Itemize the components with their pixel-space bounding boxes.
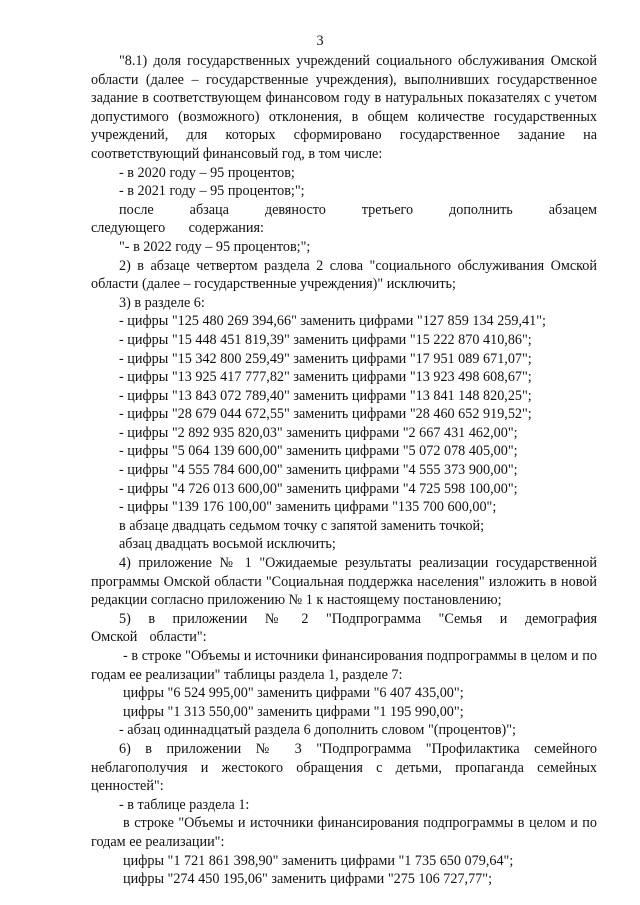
page-number: 3 bbox=[316, 33, 324, 49]
paragraph-item-3: 3) в разделе 6: bbox=[119, 294, 205, 311]
paragraph-8-1-intro: "8.1) доля государственных учреждений социального обслуживания Омской области (далее – государственные учреждения), выполнивших государственное задание в соответствующем финансовом году в натуральных показателях с учетом допустимого (возможного) отклонения, в общем количестве государственных учреждений, для которых сформировано государственное задание на соответствующий финансовый год, в том числе: bbox=[91, 53, 597, 162]
replacement-line: - цифры "28 679 044 672,55" заменить цифрами "28 460 652 919,52"; bbox=[119, 406, 532, 423]
replacement-line: цифры "1 313 550,00" заменить цифрами "1 195 990,00"; bbox=[123, 703, 464, 720]
paragraph-after-93: после абзаца девяносто третьего дополнить абзацем следующего содержания: bbox=[91, 201, 597, 237]
paragraph-27: в абзаце двадцать седьмом точку с запятой заменить точкой; bbox=[119, 517, 485, 534]
replacement-line: цифры "6 524 995,00" заменить цифрами "6 407 435,00"; bbox=[123, 685, 464, 702]
replacement-line: - цифры "13 925 417 777,82" заменить цифрами "13 923 498 608,67"; bbox=[119, 369, 532, 386]
paragraph-28: абзац двадцать восьмой исключить; bbox=[119, 536, 336, 553]
replacement-line: - цифры "139 176 100,00" заменить цифрами "135 700 600,00"; bbox=[119, 499, 497, 516]
replacement-line: - цифры "5 064 139 600,00" заменить цифрами "5 072 078 405,00"; bbox=[119, 443, 518, 460]
replacement-line: - цифры "4 555 784 600,00" заменить цифрами "4 555 373 900,00"; bbox=[119, 462, 518, 479]
replacement-line: - цифры "15 448 451 819,39" заменить цифрами "15 222 870 410,86"; bbox=[119, 331, 532, 348]
replacement-line: - цифры "13 843 072 789,40" заменить цифрами "13 841 148 820,25"; bbox=[119, 387, 532, 404]
paragraph-section-6: - абзац одиннадцатый раздела 6 дополнить словом "(процентов)"; bbox=[119, 722, 516, 739]
replacement-line: цифры "1 721 861 398,90" заменить цифрами "1 735 650 079,64"; bbox=[123, 852, 514, 869]
replacement-line: - цифры "15 342 800 259,49" заменить цифрами "17 951 089 671,07"; bbox=[119, 350, 532, 367]
replacement-line: - цифры "2 892 935 820,03" заменить цифрами "2 667 431 462,00"; bbox=[119, 424, 518, 441]
paragraph-item-2: 2) в абзаце четвертом раздела 2 слова "социального обслуживания Омской области (далее – государственные учреждения)" исключить; bbox=[91, 257, 597, 293]
replacement-line: цифры "274 450 195,06" заменить цифрами "275 106 727,77"; bbox=[123, 871, 493, 888]
paragraph-table-row: - в строке "Объемы и источники финансирования подпрограммы в целом и по годам ее реализации" таблицы раздела 1, разделе 7: bbox=[91, 648, 597, 683]
paragraph-item-4: 4) приложение № 1 "Ожидаемые результаты реализации государственной программы Омской области "Социальная поддержка населения" изложить в новой редакции согласно приложению № 1 к настоящему постановлению; bbox=[91, 555, 597, 609]
list-item-2020: - в 2020 году – 95 процентов; bbox=[119, 164, 295, 181]
paragraph-item-6: 6) в приложении № 3 "Подпрограмма "Профилактика семейного неблагополучия и жестокого обращения с детьми, пропаганда семейных ценностей": bbox=[91, 740, 597, 795]
replacement-line: - цифры "125 480 269 394,66" заменить цифрами "127 859 134 259,41"; bbox=[119, 313, 546, 330]
list-item-2021: - в 2021 году – 95 процентов;"; bbox=[119, 183, 305, 200]
paragraph-table-section-1: - в таблице раздела 1: bbox=[119, 796, 250, 813]
list-item-2022: "- в 2022 году – 95 процентов;"; bbox=[119, 238, 311, 255]
replacement-line: - цифры "4 726 013 600,00" заменить цифрами "4 725 598 100,00"; bbox=[119, 480, 518, 497]
paragraph-item-5: 5) в приложении № 2 "Подпрограмма "Семья и демография Омской области": bbox=[91, 610, 597, 646]
document-body bbox=[91, 52, 597, 889]
paragraph-table-row: в строке "Объемы и источники финансирования подпрограммы в целом и по годам ее реализации": bbox=[91, 815, 597, 850]
